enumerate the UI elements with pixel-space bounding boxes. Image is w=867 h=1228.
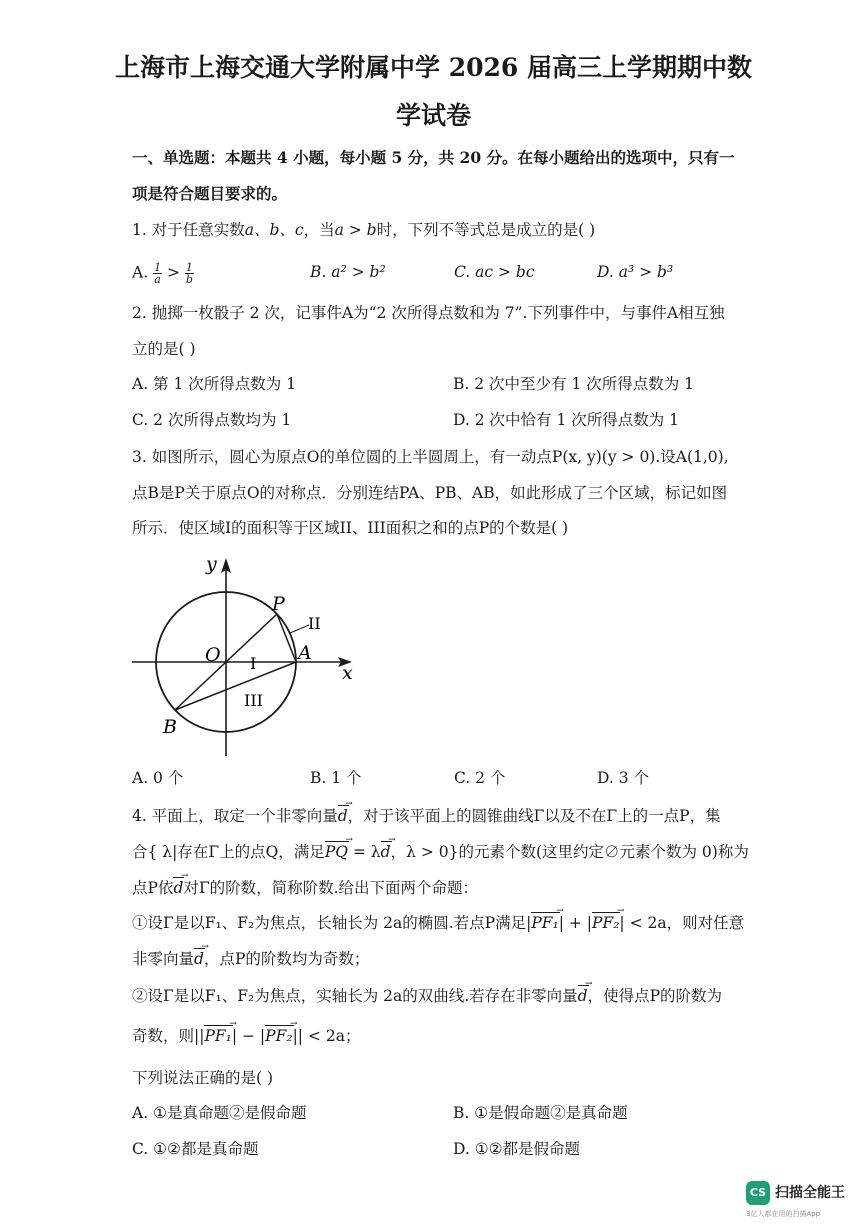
region-2-label: II (308, 614, 321, 633)
q1-option-c: C. ac > bc (454, 263, 535, 281)
q4-stem-line-3 (132, 878, 478, 898)
q1-stem (132, 220, 595, 240)
q1-option-a-label: A. (132, 263, 149, 282)
q4-l6-a: ②设Γ是以F₁、F₂为焦点，实轴长为 2a的双曲线.若存在非零向量 (132, 987, 578, 1005)
q2-option-a: A. 第 1 次所得点数为 1 (132, 375, 297, 393)
q1-option-a-frac-2 (185, 262, 194, 285)
q4-l2-c: ，λ > 0}的元素个数(这里约定∅元素个数为 0)称为 (390, 843, 749, 861)
q3-unit-circle-figure (120, 548, 370, 763)
q1-frac2-den: b (185, 273, 193, 286)
label-y: y (206, 553, 217, 575)
q4-vector-d-1: d → (338, 806, 348, 826)
q4-option-a: A. ①是真命题②是假命题 (132, 1104, 307, 1122)
q3-stem-line-3: 所示．使区域I的面积等于区域II、III面积之和的点P的个数是( ) (132, 519, 569, 537)
q4-l3-b: 对Γ的阶数，简称阶数.给出下面两个命题： (183, 879, 479, 897)
q3-stem-line-1: 3. 如图所示，圆心为原点O的单位圆的上半圆周上，有一动点P(x, y)(y > 0).设A(1,0), (132, 448, 729, 466)
section-heading-line-1: 一、单选题：本题共 4 小题，每小题 5 分，共 20 分。在每小题给出的选项中，只有一 (132, 148, 735, 167)
q3-option-c: C. 2 个 (454, 769, 506, 787)
q3-stem-line-2: 点B是P关于原点O的对称点．分别连结PA、PB、AB，如此形成了三个区域，标记如图 (132, 484, 728, 502)
q4-vector-pf2: PF₂ → (592, 913, 619, 933)
q4-l7-c: || < 2a； (292, 1027, 361, 1045)
q4-l6-b: ，使得点P的阶数为 (587, 987, 723, 1005)
segment-ab (175, 662, 296, 710)
q1-option-a-frac-1 (153, 262, 162, 285)
q4-l7-b: | − | (231, 1027, 266, 1045)
q4-option-c: C. ①②都是真命题 (132, 1140, 259, 1158)
q4-proposition-2-line-2 (132, 1026, 360, 1046)
q4-l2-a: 合{ λ|存在Γ上的点Q，满足 (132, 843, 325, 861)
q4-vector-d-5: d → (578, 986, 588, 1006)
q4-l4-b: | + | (558, 914, 593, 932)
q2-option-d: D. 2 次中恰有 1 次所得点数为 1 (453, 411, 680, 429)
region-1-label: I (250, 654, 257, 673)
watermark-app-name: 扫描全能王 (775, 1185, 845, 1201)
q3-option-b: B. 1 个 (310, 769, 362, 787)
label-b: B (163, 716, 177, 738)
q1-stem-text-a: 1. 对于任意实数 (132, 221, 245, 239)
q4-option-d: D. ①②都是假命题 (453, 1140, 581, 1158)
q4-vector-pf1: PF₁ → (531, 913, 558, 933)
q4-l5-a: 非零向量 (132, 950, 195, 968)
label-p: P (272, 593, 285, 615)
q2-option-c: C. 2 次所得点数均为 1 (132, 411, 292, 429)
label-x: x (342, 662, 353, 684)
region-3-label: III (244, 691, 263, 710)
q4-vector-pq: PQ → (325, 842, 348, 862)
q1-option-a-gt: > (162, 263, 185, 282)
q1-frac1-den: a (154, 273, 161, 286)
q4-l5-b: ，点P的阶数均为奇数； (203, 950, 370, 968)
q4-proposition-1-line-1 (132, 913, 744, 933)
label-a: A (298, 642, 312, 664)
q1-stem-condition: a > b (334, 221, 377, 239)
segment-pa (277, 614, 296, 662)
camscanner-logo-icon: CS (746, 1181, 770, 1205)
q4-stem-line-2 (132, 842, 749, 862)
q4-l3-a: 点P依 (132, 879, 174, 897)
q4-vector-pf1-2: PF₁ → (204, 1026, 231, 1046)
q1-option-a (132, 262, 194, 285)
q4-vector-pf2-2: PF₂ → (265, 1026, 292, 1046)
q1-option-d: D. a³ > b³ (597, 263, 674, 281)
q4-vector-d-3: d → (173, 878, 183, 898)
q4-question-line: 下列说法正确的是( ) (132, 1069, 274, 1087)
q4-l2-b: = λ (347, 843, 381, 861)
watermark-tagline: 3亿人都在用的扫描App (746, 1210, 821, 1218)
section-heading-line-2: 项是符合题目要求的。 (132, 184, 288, 203)
q4-option-b: B. ①是假命题②是真命题 (453, 1104, 628, 1122)
q4-l7-a: 奇数，则|| (132, 1027, 205, 1045)
q4-l1-b: ，对于该平面上的圆锥曲线Γ以及不在Γ上的一点P，集 (347, 807, 721, 825)
q1-frac2-num: 1 (185, 261, 193, 274)
q4-stem-line-1 (132, 806, 721, 826)
q2-stem-line-1: 2. 抛掷一枚骰子 2 次，记事件A为“2 次所得点数和为 7”.下列事件中，与事件A相互独 (132, 304, 725, 322)
q1-frac1-num: 1 (154, 261, 162, 274)
label-o: O (205, 644, 221, 666)
scanner-watermark (746, 1181, 856, 1221)
q4-vector-d-4: d → (194, 949, 204, 969)
q4-proposition-1-line-2 (132, 949, 369, 969)
q4-l4-a: ①设Γ是以F₁、F₂为焦点，长轴长为 2a的椭圆.若点P满足| (132, 914, 532, 932)
exam-title-line-2: 学试卷 (395, 101, 471, 130)
q4-l1-a: 4. 平面上，取定一个非零向量 (132, 807, 338, 825)
q3-option-a: A. 0 个 (132, 769, 184, 787)
q2-option-b: B. 2 次中至少有 1 次所得点数为 1 (453, 375, 695, 393)
q1-stem-text-b: ，当 (303, 221, 335, 239)
q4-proposition-2-line-1 (132, 986, 722, 1006)
q4-l4-c: | < 2a，则对任意 (619, 914, 745, 932)
q2-stem-line-2: 立的是( ) (132, 340, 196, 358)
q1-stem-vars: a、b、c (244, 221, 304, 239)
q1-stem-text-c: 时，下列不等式总是成立的是( ) (376, 221, 596, 239)
exam-title-line-1: 上海市上海交通大学附属中学 2026 届高三上学期期中数 (115, 53, 752, 82)
region-2-pointer (290, 625, 309, 633)
q4-vector-d-2: d → (381, 842, 391, 862)
q3-option-d: D. 3 个 (597, 769, 650, 787)
q1-option-b: B. a² > b² (310, 263, 386, 281)
